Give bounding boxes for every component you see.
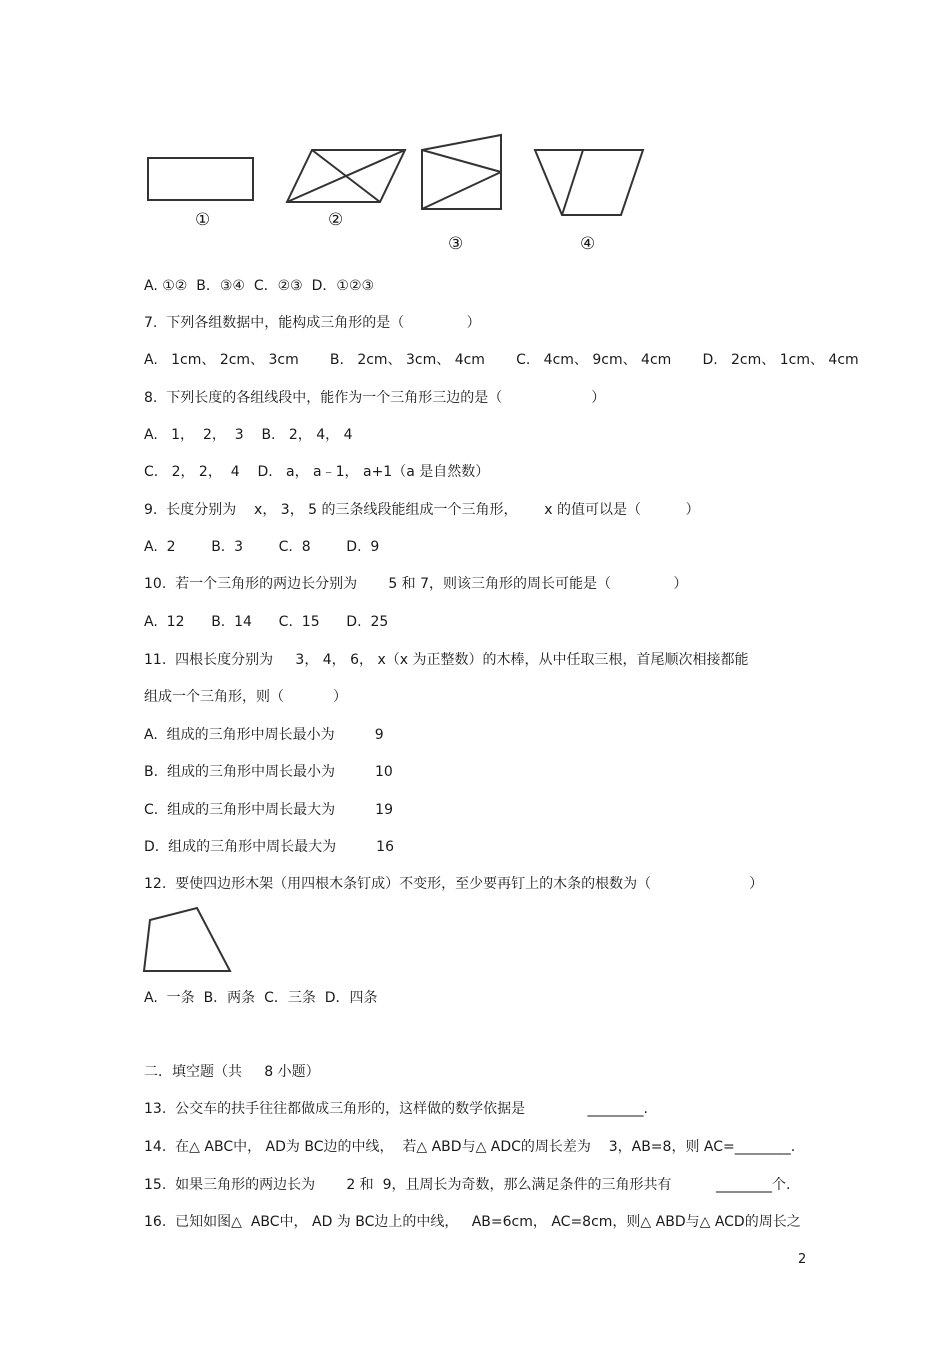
q7-options: A. 1cm、 2cm、 3cm B. 2cm、 3cm、 4cm C. 4cm、 9cm、 4cm D. 2cm、 1cm、 4cm bbox=[144, 352, 859, 368]
figure-1-rectangle bbox=[148, 158, 253, 200]
wooden-frame-figure bbox=[140, 900, 240, 979]
page-number: 2 bbox=[798, 1252, 807, 1267]
q6-options: A. ①② B．③④ C．②③ D．①②③ bbox=[144, 278, 375, 294]
q11-option-a: A. 组成的三角形中周长最小为 9 bbox=[144, 727, 384, 743]
q8-options-row-1: A. 1， 2， 3 B. 2， 4， 4 bbox=[144, 427, 353, 443]
q11-stem-line-1: 11. 四根长度分别为 3， 4， 6， x（x 为正整数）的木棒，从中任取三根，首尾顺次相接都能 bbox=[144, 652, 749, 668]
q10-options: A. 12 B. 14 C. 15 D. 25 bbox=[144, 614, 389, 630]
wooden-frame-quadrilateral bbox=[144, 908, 230, 971]
figure-4-trapezoid bbox=[535, 150, 643, 215]
figure-1-label: ① bbox=[195, 210, 211, 230]
q7-stem: 7. 下列各组数据中，能构成三角形的是（ ） bbox=[144, 315, 481, 331]
q14-stem: 14. 在△ ABC中， AD为 BC边的中线， 若△ ABD与△ ADC的周长差为 3，AB=8，则 AC=________. bbox=[144, 1139, 796, 1155]
figure-2-label: ② bbox=[328, 210, 344, 230]
figure-2-diagonal-2 bbox=[287, 150, 405, 202]
q13-stem: 13. 公交车的扶手往往都做成三角形的，这样做的数学依据是 ________. bbox=[144, 1101, 648, 1117]
q8-stem: 8. 下列长度的各组线段中，能作为一个三角形三边的是（ ） bbox=[144, 390, 606, 406]
q9-options: A. 2 B. 3 C. 8 D. 9 bbox=[144, 539, 380, 555]
q12-stem: 12. 要使四边形木架（用四根木条钉成）不变形，至少要再钉上的木条的根数为（ ） bbox=[144, 876, 764, 892]
q16-stem: 16. 已知如图△ ABC中， AD 为 BC边上的中线， AB=6cm， AC=8cm，则△ ABD与△ ACD的周长之 bbox=[144, 1214, 801, 1230]
q11-option-d: D. 组成的三角形中周长最大为 16 bbox=[144, 839, 394, 855]
figure-3-quadrilateral bbox=[422, 135, 501, 209]
section-2-heading: 二．填空题（共 8 小题） bbox=[144, 1064, 320, 1080]
q11-stem-line-2: 组成一个三角形，则（ ） bbox=[144, 689, 347, 705]
q15-stem: 15. 如果三角形的两边长为 2 和 9，且周长为奇数，那么满足条件的三角形共有 ________个. bbox=[144, 1177, 791, 1193]
figure-3-segment-1 bbox=[422, 150, 501, 172]
figure-4-label: ④ bbox=[580, 234, 596, 254]
q9-stem: 9. 长度分别为 x， 3， 5 的三条线段能组成一个三角形， x 的值可以是（ ） bbox=[144, 502, 700, 518]
q10-stem: 10. 若一个三角形的两边长分别为 5 和 7，则该三角形的周长可能是（ ） bbox=[144, 576, 688, 592]
q12-options: A. 一条 B．两条 C．三条 D．四条 bbox=[144, 990, 378, 1006]
q11-option-c: C. 组成的三角形中周长最大为 19 bbox=[144, 802, 393, 818]
q11-option-b: B. 组成的三角形中周长最小为 10 bbox=[144, 764, 393, 780]
figure-3-segment-2 bbox=[422, 172, 501, 209]
wooden-frame-drawing bbox=[140, 900, 240, 975]
figure-4-segment bbox=[562, 150, 583, 215]
q8-options-row-2: C. 2， 2， 4 D. a， a﹣1， a+1（a 是自然数） bbox=[144, 464, 490, 480]
figure-3-label: ③ bbox=[448, 234, 464, 254]
